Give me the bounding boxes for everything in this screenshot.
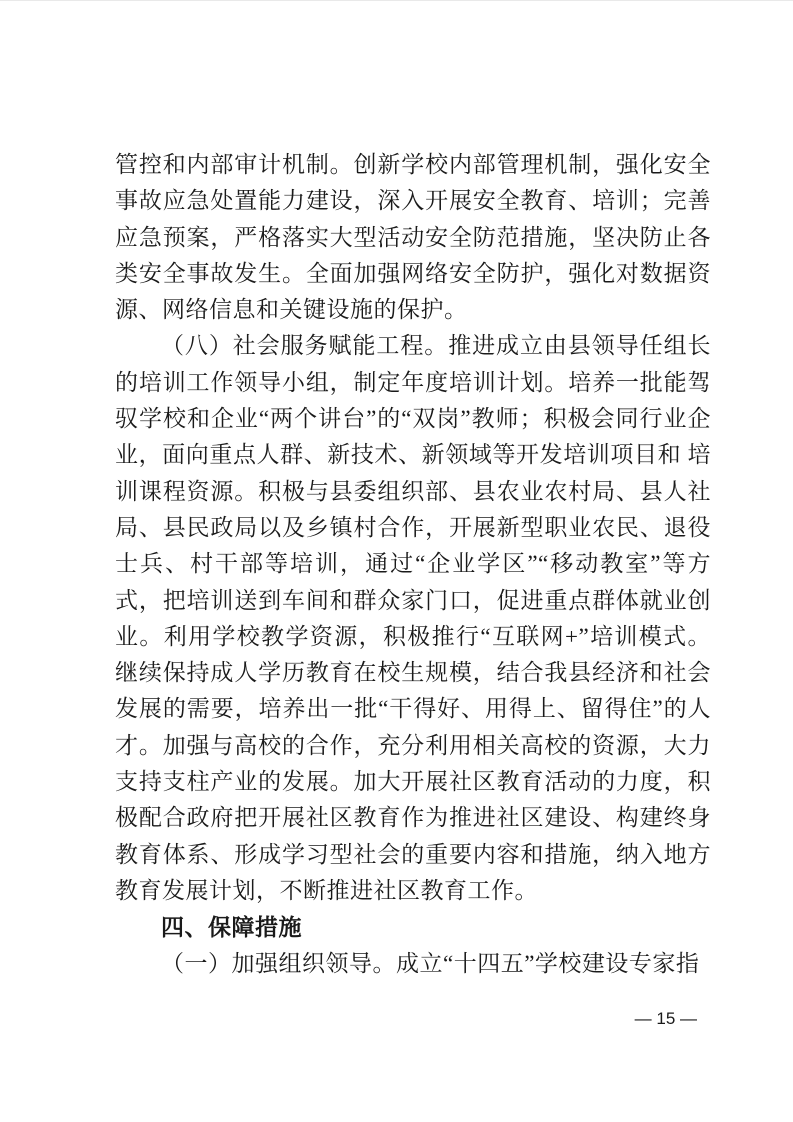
subsection-lead-one: （一）加强组织领导。 — [161, 950, 396, 976]
paragraph-social-service-project — [115, 328, 711, 909]
page-number: — 15 — — [634, 1009, 697, 1028]
paragraph-security-mechanisms — [115, 147, 711, 328]
document-body — [115, 147, 711, 982]
paragraph-text: 成立“十四五”学校建设专家指 — [396, 950, 700, 976]
paragraph-strengthen-leadership — [115, 946, 711, 982]
subsection-lead-eight: （八）社会服务赋能工程。 — [161, 333, 449, 359]
paragraph-text: 推进成立由县领导任组长的培训工作领导小组，制定年度培训计划。培养一批能驾驭学校和企业“两个讲台”的“双岗”教师；积极会同行业企业，面向重点人群、新技术、新领域等开发培训项目和 培训课程资源。积极与县委组织部、县农业农村局、县人社局、县民政局以及乡镇村合作，开展新型职业农民、退役士兵、村干部等培训，通过“企业学区”“移动教室”等方式，把培训送到车间和群众家门口，促进重点群体就业创业。利用学校教学资源，积极推行“互联网+”培训模式。继续保持成人学历教育在校生规模，结合我县经济和社会发展的需要，培养出一批“干得好、用得上、留得住”的人才。加强与高校的合作，充分利用相关高校的资源，大力支持支柱产业的发展。加大开展社区教育活动的力度，积极配合政府把开展社区教育作为推进社区建设、构建终身教育体系、形成学习型社会的重要内容和措施，纳入地方教育发展计划，不断推进社区教育工作。 — [115, 333, 712, 903]
section-heading-safeguard-measures: 四、保障措施 — [161, 914, 302, 941]
paragraph-text: 管控和内部审计机制。创新学校内部管理机制，强化安全事故应急处置能力建设，深入开展安全教育、培训；完善应急预案，严格落实大型活动安全防范措施，坚决防止各类安全事故发生。全面加强网络安全防护，强化对数据资源、网络信息和关键设施的保护。 — [115, 152, 711, 323]
